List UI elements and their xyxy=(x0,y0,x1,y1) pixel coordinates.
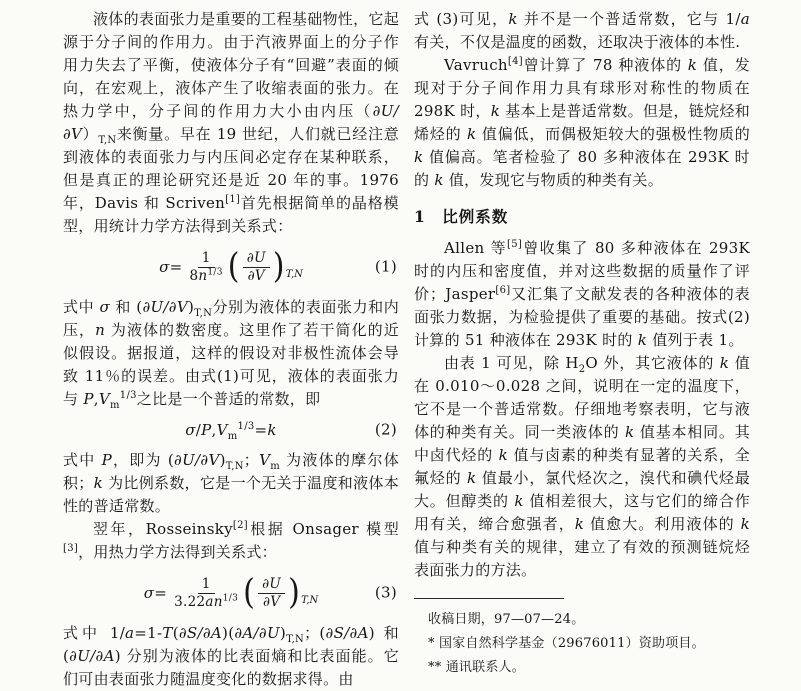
equation-number: (2) xyxy=(374,420,397,439)
left-column xyxy=(63,8,399,691)
close-paren: ) xyxy=(288,572,301,613)
equation-3 xyxy=(63,570,399,616)
paragraph-eq3-explain: 式中 $1/a=1-T(\partial S/\partial A)(\partial A/\partial U)_{T,N}$；(∂S/∂A) 和 (∂U/∂A) 分别为液体的比表面熵和比表面能。它们可由表面张力随温度变化的数据求得。由 xyxy=(63,624,399,688)
equation-2 xyxy=(63,415,399,445)
equation-number: (3) xyxy=(374,583,397,602)
equation-body: $\sigma/P,V_m^{1/3}=k$ xyxy=(185,420,277,442)
footnote-contact: ** 通讯联系人。 xyxy=(428,660,525,675)
footnote-received-date: 收稿日期，97—07—24。 xyxy=(428,612,585,627)
fraction: $\frac{1}{3.22an^{1/3}}$ xyxy=(174,575,239,610)
paragraph-intro: 液体的表面张力是重要的工程基础物性，它起源于分子间的作用力。由于汽液界面上的分子作用力失去了平衡，使液体分子有“回避”表面的倾向，在宏观上，液体产生了收缩表面的张力。在热力学中，分子间的作用力大小由内压$(\partial U/\partial V)_{T,N}$来衡量。早在 19 世纪，人们就已经注意到液体的表面张力与内压间必定存在某种联系，但是真正的理论研究还是近 20 年的事。1976 年，Davis 和 Scriven[1]首先根据简单的晶格模型，用统计力学方法得到关系式： xyxy=(63,10,400,235)
paragraph-table1-discussion: 由表 1 可见，除 $H_2O$ 外，其它液体的 k 值在 0.010～0.028 之间，说明在一定的温度下，它不是一个普适常数。仔细地考察表明，它与液体的种类有关。同一类液体的 k 值基本相同。其中卤代烃的 k 值与卤素的种类有显著的关系，全氟烃的 k 值最小，氯代烃次之，溴代和碘代烃最大。但醇类的 k 值相差很大，这与它们的缔合作用有关，缔合愈强者，k 值愈大。利用液体的 k 值与种类有关的规律，建立了有效的预测链烷烃表面张力的方法。 xyxy=(414,354,751,579)
paragraph-rosseinsky: 翌年，Rosseinsky[2]根据 Onsager 模型[3]，用热力学方法得到关系式： xyxy=(63,520,399,561)
equation-1 xyxy=(63,244,399,290)
equation-number: (1) xyxy=(374,257,397,276)
condition-subscript: T,N xyxy=(285,269,303,280)
equation-lhs: σ= xyxy=(159,257,183,276)
condition-subscript: T,N xyxy=(301,595,319,606)
open-paren: ( xyxy=(227,246,240,287)
paragraph-eq1-explain: 式中 σ 和 $(\partial U/\partial V)_{T,N}$分别为液体的表面张力和内压，n 为液体的数密度。这里作了若干简化的近似假设。据报道，这样的假设对非极性流体会导致 11％的误差。由式(1)可见，液体的表面张力与 $P,V_m^{1/3}$之比是一个普适的常数，即 xyxy=(63,298,400,411)
paragraph-allen-jasper: Allen 等[5]曾收集了 80 多种液体在 293K 时的内压和密度值，并对这些数据的质量作了评价；Jasper[6]又汇集了文献发表的各种液体的表面张力数据，为检验提供了重要的基础。按式(2)计算的 51 种液体在 293K 时的 k 值列于表 1。 xyxy=(414,239,750,349)
equation-lhs: σ= xyxy=(143,583,168,602)
footnotes xyxy=(414,598,750,680)
paragraph-eq2-explain: 式中 P，即为 $(\partial U/\partial V)_{T,N}$；$V_m$ 为液体的摩尔体积；k 为比例系数，它是一个无关于温度和液体本性的普适常数。 xyxy=(63,451,400,515)
right-column xyxy=(414,8,750,691)
fraction: $\frac{1}{8n^{1/3}}$ xyxy=(189,249,223,284)
footnote-funding: * 国家自然科学基金（29676011）资助项目。 xyxy=(428,636,705,651)
paragraph-vavruch: Vavruch[4]曾计算了 78 种液体的 k 值，发现对于分子间作用力具有球形对称性的物质在 298K 时，k 基本上是普适常数。但是，链烷烃和烯烃的 k 值偏低，而偶极矩较大的强极性物质的 k 值偏高。笔者检验了 80 多种液体在 293K 时的 k 值，发现它与物质的种类有关。 xyxy=(414,56,751,189)
partial-fraction: $\frac{\partial U}{\partial V}$ xyxy=(258,576,285,611)
close-paren: ) xyxy=(272,246,285,287)
paragraph-eq3-continued: 式 (3)可见，k 并不是一个普适常数，它与 1/a 有关，不仅是温度的函数，还取决于液体的本性. xyxy=(414,10,750,51)
footnote-divider xyxy=(414,598,564,599)
open-paren: ( xyxy=(243,572,256,613)
partial-fraction: $\frac{\partial U}{\partial V}$ xyxy=(243,250,270,285)
section-heading: 1 比例系数 xyxy=(414,207,509,226)
